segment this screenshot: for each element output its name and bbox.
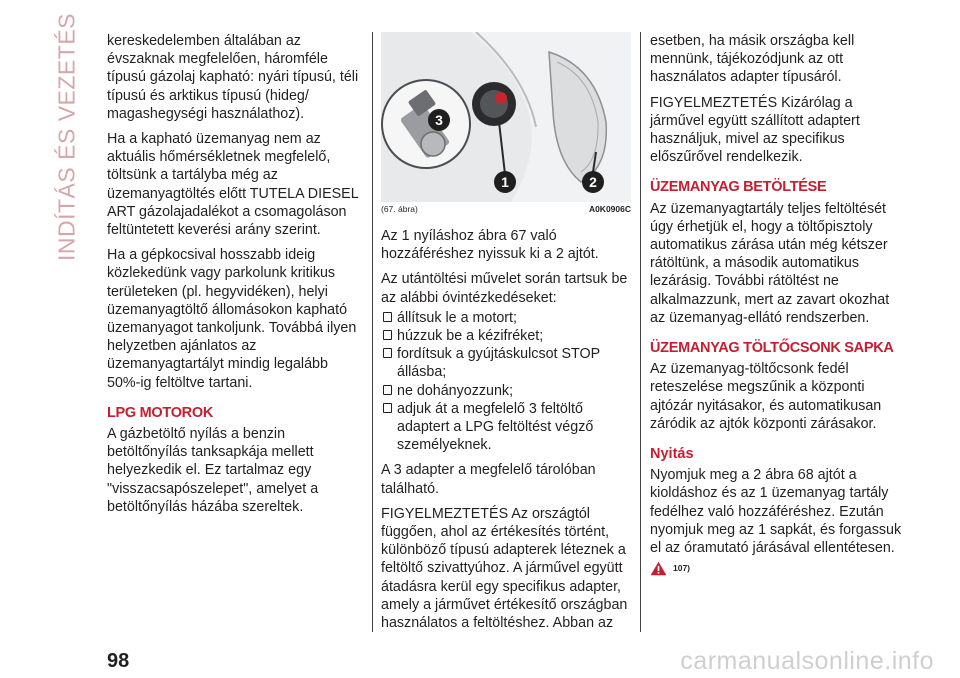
paragraph: esetben, ha másik országba kell mennünk, tájékozódjunk az ott használatos adapter típusáról. <box>650 33 855 86</box>
list-item: adjuk át a megfelelő 3 feltöltő adaptert a LPG feltöltést végző személyeknek. <box>381 400 631 455</box>
callout-3 <box>428 109 450 131</box>
checkbox-bullet-icon <box>383 312 392 322</box>
section-heading-lpg: LPG MOTOROK <box>107 404 213 421</box>
text-column-1 <box>107 32 363 523</box>
paragraph: Az üzemanyag-töltőcsonk fedél reteszelése megszűnik a központi ajtózár nyitásakor, és automatikusan záródik az ajtók központi zárásakor. <box>650 361 882 432</box>
checkbox-bullet-icon <box>383 348 392 358</box>
svg-text:3: 3 <box>435 112 443 128</box>
section-heading-fuel-cap: ÜZEMANYAG TÖLTŐCSONK SAPKA <box>650 340 894 357</box>
text-column-3 <box>650 32 902 577</box>
paragraph: FIGYELMEZTETÉS Kizárólag a járművel együtt szállított adaptert használjuk, mivel az specifikus előszűrővel rendelkezik. <box>650 94 860 166</box>
list-item: állítsuk le a motort; <box>381 309 631 327</box>
paragraph: Az utántöltési művelet során tartsuk be az alábbi óvintézkedéseket: <box>381 271 628 306</box>
paragraph: Az üzemanyagtartály teljes feltöltését úgy érhetjük el, hogy a töltőpisztoly automatikus zárása után még kétszer rátöltünk, a második automatikus lezárásig. További rátöltést ne alkalmazzunk, mert az zavart okozhat az üzemanyag-ellátó rendszerben. <box>650 200 890 326</box>
paragraph: kereskedelemben általában az évszaknak megfelelően, háromféle típusú gázolaj kapható: nyári típusú, téli típusú és arktikus típusú (hideg/ magashegységi használathoz). <box>107 33 359 122</box>
watermark: carmanualsonline.info <box>680 647 934 675</box>
paragraph: Ha a kapható üzemanyag nem az aktuális hőmérsékletnek megfelelő, töltsünk a tartályba még az üzemanyagtöltés előtt TUTELA DIESEL ART gázolajadalékot a csomagoláson feltüntetett keverési arány szerint. <box>107 131 359 239</box>
checkbox-bullet-icon <box>383 385 392 395</box>
list-item: húzzuk be a kézifréket; <box>381 327 631 345</box>
warning-reference <box>650 559 902 577</box>
figure-code: A0K0906C <box>588 204 631 214</box>
paragraph: Az 1 nyíláshoz ábra 67 való hozzáféréshez nyissuk ki a 2 ajtót. <box>381 228 599 263</box>
figure-caption <box>381 204 631 215</box>
list-item: ne dohányozzunk; <box>381 382 631 400</box>
callout-2 <box>582 171 604 193</box>
page-number: 98 <box>107 650 130 672</box>
subheading-opening: Nyitás <box>650 446 694 463</box>
section-heading-fuel-filling: ÜZEMANYAG BETÖLTÉSE <box>650 179 827 196</box>
figure-number: (67. ábra) <box>381 204 418 214</box>
fuel-filler-figure <box>381 32 631 202</box>
callout-1 <box>494 171 516 193</box>
list-item: fordítsuk a gyújtáskulcsot STOP állásba; <box>381 345 631 381</box>
warning-ref-number: 107) <box>673 563 691 574</box>
fuel-filler-illustration <box>381 32 631 202</box>
paragraph: Nyomjuk meg a 2 ábra 68 ajtót a kioldáshoz és az 1 üzemanyag tartály fedélhez való hozzáféréshez. Ezután nyomjuk meg az 1 sapkát, és forgassuk el az óramutató járásával ellentétesen. <box>650 467 902 557</box>
checkbox-bullet-icon <box>383 403 392 413</box>
svg-text:2: 2 <box>589 174 597 190</box>
column-divider <box>640 32 641 632</box>
warning-triangle-icon <box>650 561 667 576</box>
paragraph: A 3 adapter a megfelelő tárolóban található. <box>381 462 596 497</box>
svg-text:1: 1 <box>501 174 509 190</box>
paragraph: A gázbetöltő nyílás a benzin betöltőnyílás tanksapkája mellett helyezkedik el. Ez tartalmaz egy "visszacsapószelepet", amelyet a betöltőnyílás házába szereltek. <box>107 426 319 515</box>
section-side-title <box>52 13 82 261</box>
text-column-2 <box>381 32 631 639</box>
checkbox-bullet-icon <box>383 330 392 340</box>
column-divider <box>372 32 373 632</box>
paragraph: Ha a gépkocsival hosszabb ideig közlekedünk vagy parkolunk kritikus területeken (pl. hegyvidéken), helyi üzemanyagtöltő állomásokon kapható üzemanyagot tankoljunk. Továbbá ilyen helyzetben ajánlatos az üzemanyagtartályt mindig legalább 50%-ig feltöltve tartani. <box>107 247 357 391</box>
paragraph: FIGYELMEZTETÉS Az országtól függően, ahol az értékesítés történt, különböző típusú adapterek léteznek a feltöltő szivattyúhoz. A járművel együtt átadásra kerül egy specifikus adapter, amely a járművet értékesítő országban használatos a feltöltéshez. Abban az <box>381 505 628 632</box>
section-title-text: INDÍTÁS ÉS VEZETÉS <box>53 13 80 261</box>
